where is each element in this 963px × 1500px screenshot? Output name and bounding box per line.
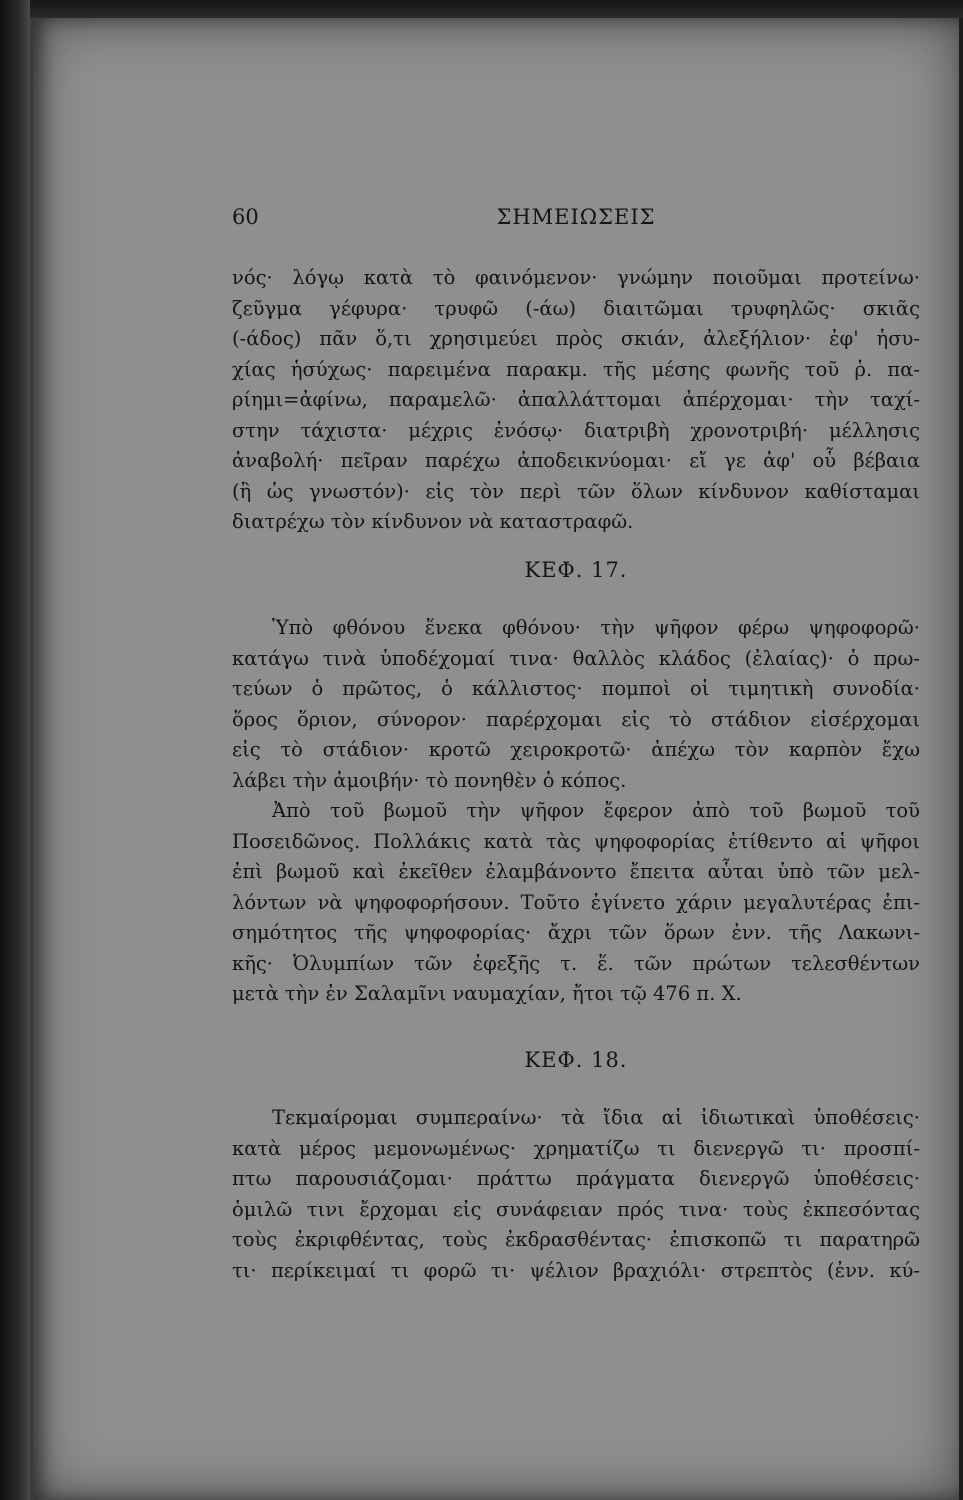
- text-line: νός· λόγῳ κατὰ τὸ φαινόμενον· γνώμην ποιοῦμαι προτείνω·: [232, 266, 920, 289]
- text-line: στην τάχιστα· μέχρις ἐνόσῳ· διατριβὴ χρονοτριβή· μέλλησις: [232, 418, 920, 442]
- book-spine-shadow: [0, 0, 30, 1500]
- notes-block-3: [232, 1103, 920, 1286]
- text-line: χίας ἡσύχως· παρειμένα παρακμ. τῆς μέσης φωνῆς τοῦ ῥ. πα-: [232, 357, 920, 381]
- text-line: Ποσειδῶνος. Πολλάκις κατὰ τὰς ψηφοφορίας ἐτίθεντο αἱ ψῆφοι: [232, 829, 920, 853]
- text-line: λάβει τὴν ἀμοιβήν· τὸ πονηθὲν ὁ κόπος.: [232, 768, 627, 792]
- page-number: 60: [232, 205, 259, 229]
- text-line: ὅρος ὅριον, σύνορον· παρέρχομαι εἰς τὸ στάδιον εἰσέρχομαι: [232, 707, 920, 731]
- chapter-heading-17: ΚΕΦ. 17.: [524, 558, 628, 582]
- text-line: εἰς τὸ στάδιον· κροτῶ χειροκροτῶ· ἀπέχω τὸν καρπὸν ἔχω: [232, 738, 920, 761]
- text-line: σημότητος τῆς ψηφοφορίας· ἄχρι τῶν ὅρων ἐνν. τῆς Λακωνι-: [232, 921, 920, 944]
- text-line: τοὺς ἐκριφθέντας, τοὺς ἐκδρασθέντας· ἐπισκοπῶ τι παρατηρῶ: [232, 1228, 920, 1251]
- text-line: λόντων νὰ ψηφοφορήσουν. Τοῦτο ἐγίνετο χάριν μεγαλυτέρας ἐπι-: [232, 890, 920, 914]
- text-line: Τεκμαίρομαι συμπεραίνω· τὰ ἴδια αἱ ἰδιωτικαὶ ὑποθέσεις·: [272, 1106, 920, 1129]
- text-line: Ὑπὸ φθόνου ἕνεκα φθόνου· τὴν ψῆφον φέρω ψηφοφορῶ·: [272, 616, 920, 639]
- notes-block-2: [232, 613, 920, 1010]
- text-line: τι· περίκειμαί τι φορῶ τι· ψέλιον βραχιόλι· στρεπτὸς (ἐνν. κύ-: [232, 1258, 920, 1282]
- text-line: ὁμιλῶ τινι ἔρχομαι εἰς συνάφειαν πρός τινα· τοὺς ἐκπεσόντας: [232, 1197, 920, 1221]
- text-line: (ἢ ὡς γνωστόν)· εἰς τὸν περὶ τῶν ὅλων κίνδυνον καθίσταμαι: [232, 479, 920, 503]
- text-line: τεύων ὁ πρῶτος, ὁ κάλλιστος· πομποὶ οἱ τιμητικὴ συνοδία·: [232, 677, 920, 700]
- text-line: κατὰ μέρος μεμονωμένως· χρηματίζω τι διενεργῶ τι· προσπί-: [232, 1136, 920, 1160]
- notes-block-1: [232, 263, 920, 538]
- page-header: [232, 205, 920, 235]
- text-line: Ἀπὸ τοῦ βωμοῦ τὴν ψῆφον ἔφερον ἀπὸ τοῦ βωμοῦ τοῦ: [272, 799, 920, 822]
- text-line: ζεῦγμα γέφυρα· τρυφῶ (-άω) διαιτῶμαι τρυφηλῶς· σκιᾶς: [232, 296, 920, 320]
- text-line: μετὰ τὴν ἐν Σαλαμῖνι ναυμαχίαν, ἤτοι τῷ 476 π. Χ.: [232, 982, 742, 1005]
- text-line: ἐπὶ βωμοῦ καὶ ἐκεῖθεν ἐλαμβάνοντο ἔπειτα αὗται ὑπὸ τῶν μελ-: [232, 860, 920, 883]
- text-line: κῆς· Ὀλυμπίων τῶν ἐφεξῆς τ. ἕ. τῶν πρώτων τελεσθέντων: [232, 951, 920, 975]
- chapter-heading-18: ΚΕΦ. 18.: [524, 1048, 628, 1072]
- running-title: ΣΗΜΕΙΩΣΕΙΣ: [496, 205, 656, 229]
- book-top-edge: [0, 0, 963, 18]
- text-line: ἀναβολή· πεῖραν παρέχω ἀποδεικνύομαι· εἴ γε ἀφ' οὗ βέβαια: [232, 449, 920, 472]
- text-line: ρίημι=ἀφίνω, παραμελῶ· ἀπαλλάττομαι ἀπέρχομαι· τὴν ταχί-: [232, 388, 920, 411]
- text-line: διατρέχω τὸν κίνδυνον νὰ καταστραφῶ.: [232, 510, 634, 533]
- text-line: κατάγω τινὰ ὑποδέχομαί τινα· θαλλὸς κλάδος (ἐλαίας)· ὁ πρω-: [232, 646, 920, 670]
- text-line: (-άδος) πᾶν ὅ,τι χρησιμεύει πρὸς σκιάν, ἀλεξήλιον· ἐφ' ἡσυ-: [232, 327, 920, 350]
- text-line: πτω παρουσιάζομαι· πράττω πράγματα διενεργῶ ὑποθέσεις·: [232, 1167, 920, 1190]
